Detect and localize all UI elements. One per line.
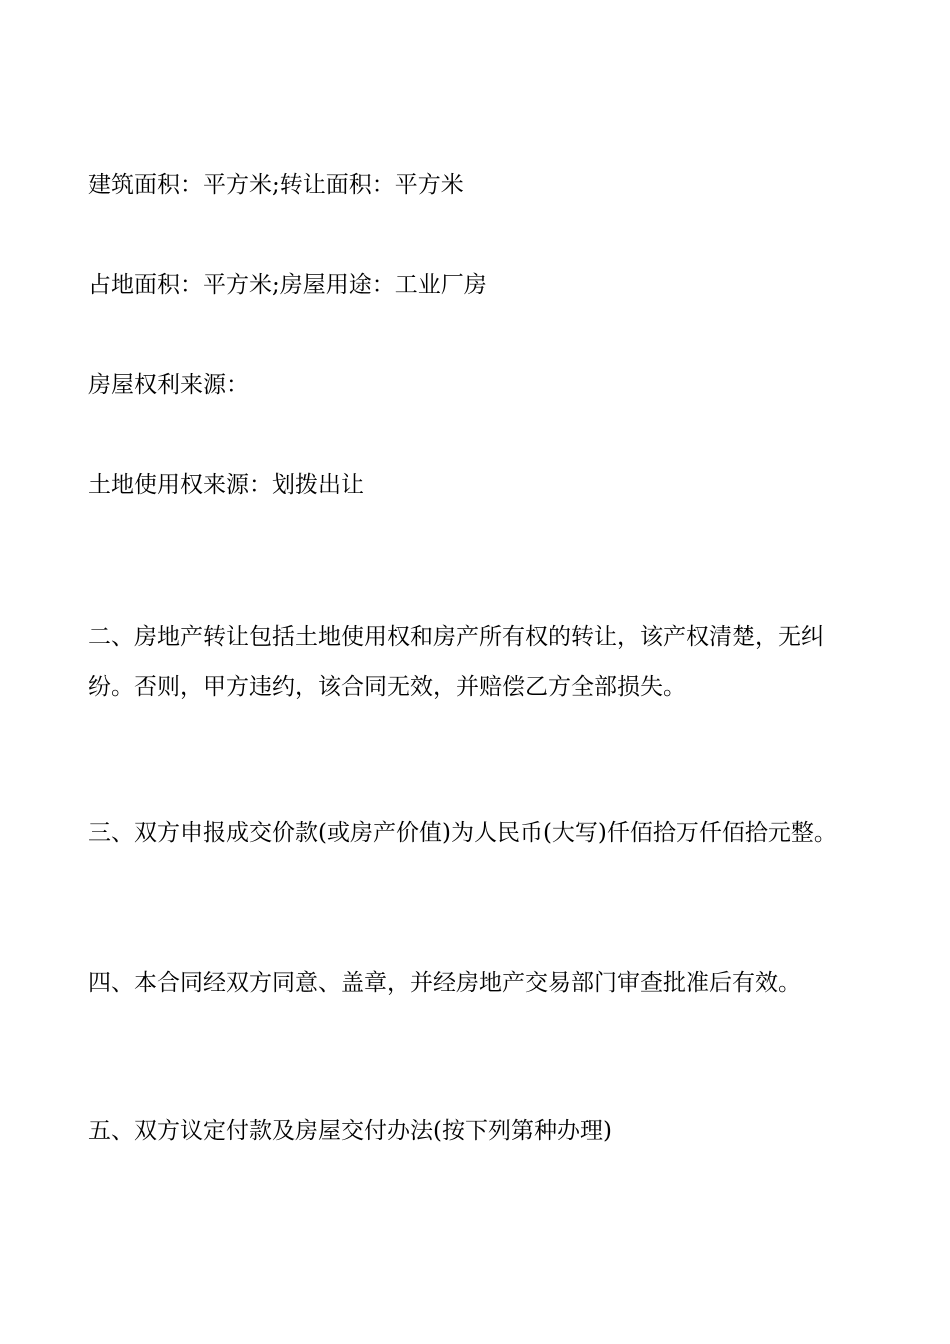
land-use-rights-source-line: 土地使用权来源：划拨出让 [88, 472, 364, 498]
clause-three: 三、双方申报成交价款(或房产价值)为人民币(大写)仟佰拾万仟佰拾元整。 [88, 820, 837, 846]
clause-five: 五、双方议定付款及房屋交付办法(按下列第种办理) [88, 1118, 612, 1144]
clause-two: 二、房地产转让包括土地使用权和房产所有权的转让，该产权清楚，无纠纷。否则，甲方违约，该合同无效，并赔偿乙方全部损失。 [88, 624, 824, 700]
building-area-line: 建筑面积：平方米;转让面积：平方米 [88, 172, 464, 198]
land-area-line: 占地面积：平方米;房屋用途：工业厂房 [88, 272, 487, 298]
clause-four: 四、本合同经双方同意、盖章，并经房地产交易部门审查批准后有效。 [88, 970, 801, 996]
house-rights-source-line: 房屋权利来源： [88, 372, 249, 398]
